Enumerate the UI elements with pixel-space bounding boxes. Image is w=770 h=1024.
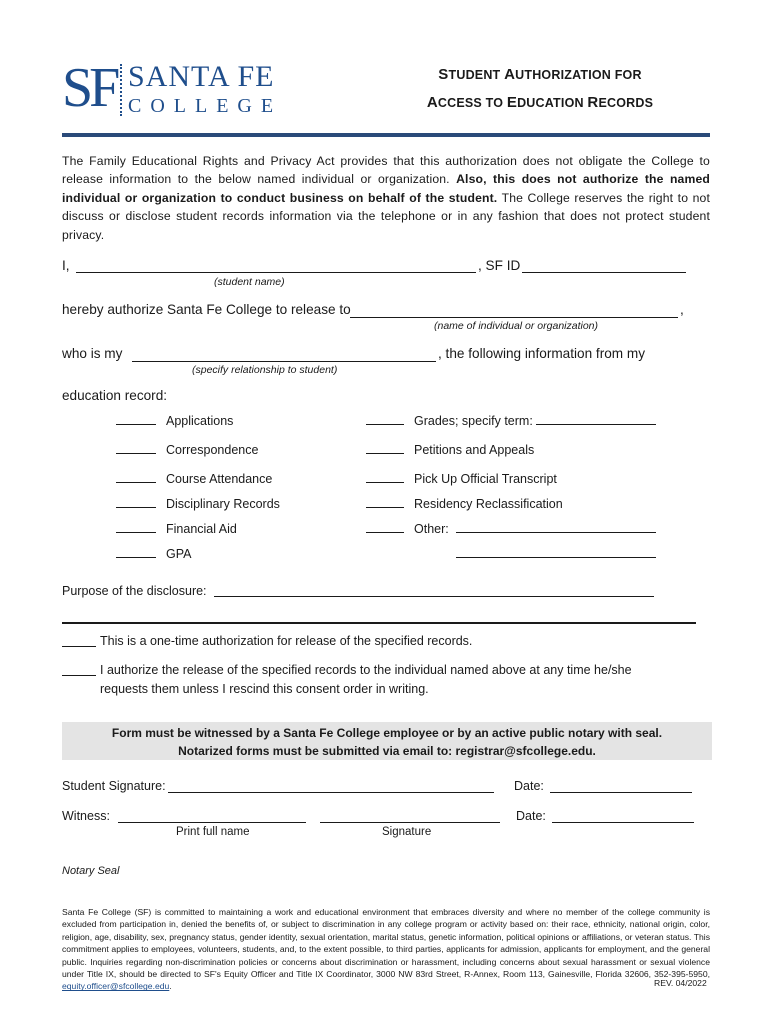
revision-date: REV. 04/2022	[654, 978, 707, 988]
student-signature-label: Student Signature:	[62, 779, 166, 793]
signature-caption: Signature	[382, 826, 432, 838]
record-course-attendance: Course Attendance	[166, 472, 273, 486]
equity-officer-email-link[interactable]: equity.officer@sfcollege.edu	[62, 981, 170, 992]
record-gpa: GPA	[166, 547, 192, 561]
record-other: Other:	[414, 522, 449, 536]
witness-label: Witness:	[62, 809, 110, 823]
sfid-label: , SF ID	[478, 258, 521, 273]
education-record-label: education record:	[62, 388, 168, 403]
check-blank[interactable]	[116, 424, 156, 425]
record-petitions: Petitions and Appeals	[414, 443, 535, 457]
witness-date-label: Date:	[516, 809, 546, 823]
print-full-name-caption: Print full name	[176, 826, 250, 838]
standing-blank[interactable]	[62, 675, 96, 676]
sfid-field[interactable]	[522, 258, 686, 273]
check-blank[interactable]	[366, 482, 404, 483]
record-transcript: Pick Up Official Transcript	[414, 472, 557, 486]
nondiscrimination-statement: Santa Fe College (SF) is committed to maintaining a work and educational environment that embraces diversity and where no member of the college community is excluded from participation in, denied the benefits of, or subject to discrimination in any college program or activity based on: their race, ethnicity, national origin, color, religion, age, disability, sex, pregnancy status, gender identity, sexual orientation, marital status, genetic information, political opinions or affiliations, or veteran status. This commitment applies to employees, volunteers, students, and, to the extent possible, to third parties, applicants for admission, applicants for employment, and the general public. Inquiries regarding non-discrimination policies or concerns about discrimination or harassment, including concerns about sexual harassment or sexual violence under Title IX, should be directed to SF's Equity Officer and Title IX Coordinator, 3000 NW 83rd Street, R-Annex, Room 113, Gainesville, Florida 32606, 352-395-5950, equity.officer@sfcollege.edu.	[62, 907, 710, 992]
record-residency: Residency Reclassification	[414, 497, 563, 511]
notary-seal-label: Notary Seal	[62, 865, 120, 877]
i-label: I,	[62, 258, 70, 273]
following-text: , the following information from my	[438, 346, 646, 361]
student-name-field[interactable]	[76, 258, 476, 273]
one-time-option: This is a one-time authorization for release of the specified records.	[100, 634, 473, 648]
page-title-line1: STUDENT AUTHORIZATION FOR	[438, 66, 642, 83]
header-rule	[62, 133, 710, 137]
record-applications: Applications	[166, 414, 234, 428]
witness-date-field[interactable]	[552, 822, 694, 823]
check-blank[interactable]	[366, 424, 404, 425]
check-blank[interactable]	[116, 532, 156, 533]
record-disciplinary: Disciplinary Records	[166, 497, 280, 511]
intro-paragraph: The Family Educational Rights and Privacy Act provides that this authorization does not obligate the College to release information to the below named individual or organization. Also, this does not authorize the named individual or organization to conduct business on behalf of the student. The College reserves the right to not discuss or disclose student records information via the telephone or in any fashion that does not protect student privacy.	[62, 154, 711, 242]
record-financial-aid: Financial Aid	[166, 522, 237, 536]
witness-notice	[62, 722, 712, 760]
witness-signature-field[interactable]	[320, 822, 500, 823]
relationship-caption: (specify relationship to student)	[192, 364, 338, 376]
witness-name-field[interactable]	[118, 822, 306, 823]
purpose-label: Purpose of the disclosure:	[62, 584, 207, 598]
recipient-comma: ,	[680, 302, 684, 317]
page-title-line2: ACCESS TO EDUCATION RECORDS	[426, 94, 654, 111]
check-blank[interactable]	[116, 507, 156, 508]
hereby-text: hereby authorize Santa Fe College to release to	[62, 302, 351, 317]
one-time-blank[interactable]	[62, 646, 96, 647]
purpose-field[interactable]	[214, 596, 654, 597]
notice-line1: Form must be witnessed by a Santa Fe College employee or by an active public notary with seal.	[111, 726, 663, 740]
student-date-field[interactable]	[550, 792, 692, 793]
check-blank[interactable]	[366, 507, 404, 508]
standing-option-line1: I authorize the release of the specified records to the individual named above at any time he/she	[100, 663, 632, 677]
notice-line2: Notarized forms must be submitted via email to: registrar@sfcollege.edu.	[178, 744, 596, 758]
logo-college: COLLEGE	[128, 95, 283, 117]
recipient-field[interactable]	[350, 302, 678, 318]
recipient-caption: (name of individual or organization)	[434, 320, 599, 332]
check-blank[interactable]	[116, 453, 156, 454]
student-date-label: Date:	[514, 779, 544, 793]
who-is-my-text: who is my	[62, 346, 123, 361]
record-correspondence: Correspondence	[166, 443, 259, 457]
check-blank[interactable]	[116, 482, 156, 483]
section-divider	[62, 622, 696, 624]
student-name-caption: (student name)	[214, 276, 285, 288]
check-blank[interactable]	[366, 453, 404, 454]
relationship-field[interactable]	[132, 346, 436, 362]
grades-term-field[interactable]	[536, 424, 656, 425]
logo-name: SANTA FE	[128, 60, 275, 93]
record-grades: Grades; specify term:	[414, 414, 533, 428]
logo-mark: SF	[62, 57, 117, 119]
logo-divider	[120, 64, 124, 116]
other-field-2[interactable]	[456, 557, 656, 558]
standing-option-line2: requests them unless I rescind this consent order in writing.	[100, 682, 429, 696]
check-blank[interactable]	[366, 532, 404, 533]
other-field[interactable]	[456, 532, 656, 533]
check-blank[interactable]	[116, 557, 156, 558]
student-signature-field[interactable]	[168, 792, 494, 793]
